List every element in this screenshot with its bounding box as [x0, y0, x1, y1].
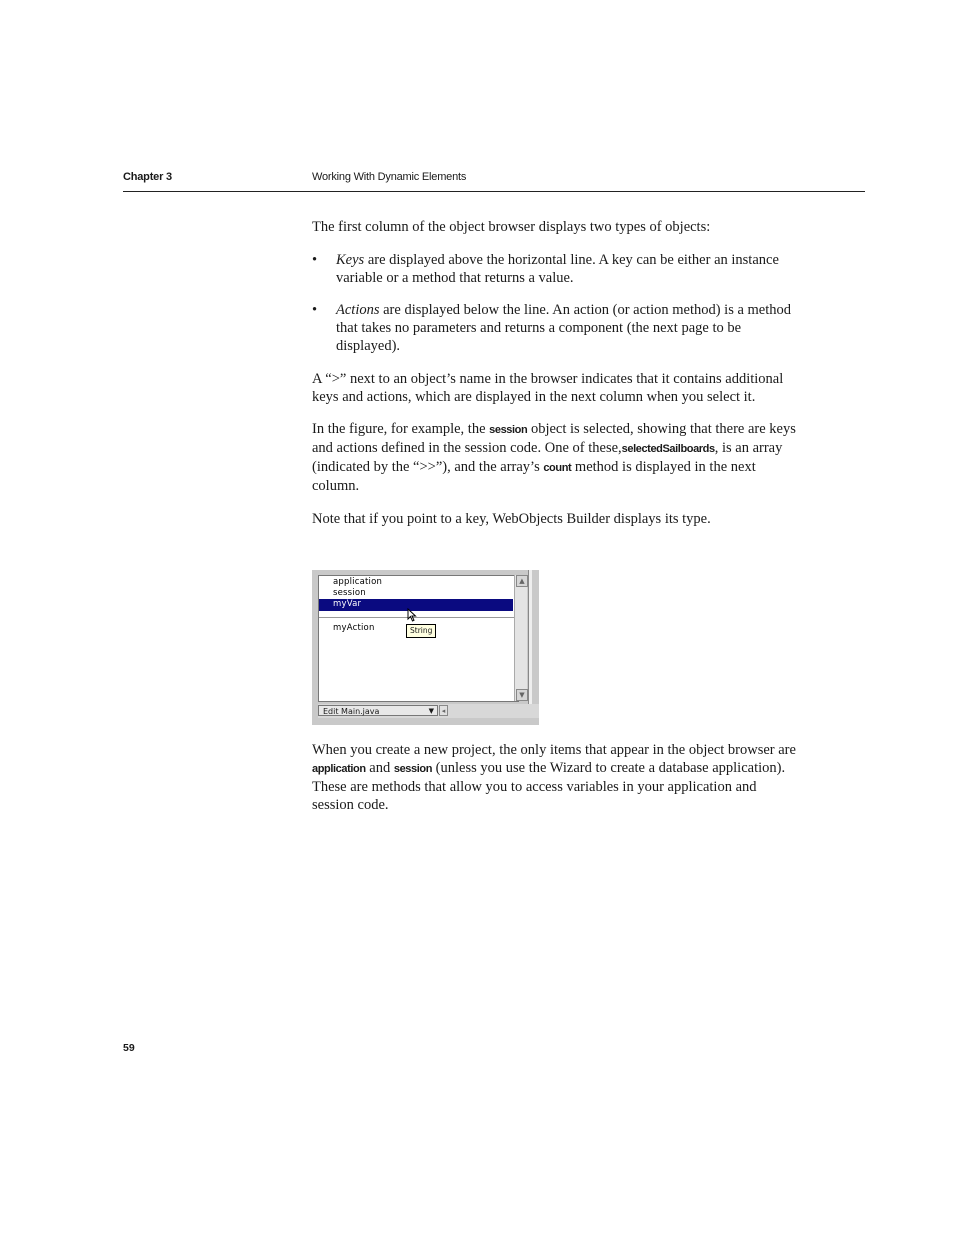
- type-tooltip: String: [406, 624, 436, 638]
- scroll-down-icon[interactable]: ▼: [516, 689, 528, 701]
- paragraph-next-column: A “>” next to an object’s name in the browser indicates that it contains additional keys and actions, which are displayed in the next column when you select it.: [312, 370, 784, 405]
- vertical-scrollbar[interactable]: [514, 575, 527, 701]
- main-content: [312, 218, 798, 542]
- object-types-list: [312, 251, 798, 356]
- text-fragment: method is displayed in the next column.: [312, 459, 756, 494]
- text-fragment: In the figure, for example, the: [312, 421, 490, 437]
- browser-action-label[interactable]: myAction: [333, 623, 375, 633]
- browser-item-application[interactable]: application: [333, 577, 383, 587]
- paragraph-key-type: Note that if you point to a key, WebObjects Builder displays its type.: [312, 510, 711, 527]
- page-number: 59: [123, 1042, 135, 1054]
- keys-description: are displayed above the horizontal line. A key can be either an instance variable or a method that returns a value.: [336, 251, 779, 286]
- scroll-left-icon[interactable]: ◂: [439, 705, 448, 716]
- code-count: count: [543, 462, 572, 474]
- text-fragment: and: [365, 760, 394, 776]
- keys-actions-divider: [319, 617, 519, 618]
- term-keys: Keys: [336, 251, 365, 268]
- column-divider: [528, 570, 532, 705]
- code-session: session: [489, 424, 528, 436]
- bullet-icon: •: [312, 302, 318, 318]
- browser-item-session[interactable]: session: [333, 588, 366, 598]
- scroll-up-icon[interactable]: ▲: [516, 575, 528, 587]
- chevron-down-icon: ▼: [428, 707, 434, 715]
- code-application: application: [312, 763, 366, 775]
- object-browser-figure: [312, 570, 539, 725]
- text-fragment: (unless you use the Wizard to create a database application). These are methods that allow you to access variables in your application and session code.: [312, 760, 786, 813]
- text-fragment: , is an array (indicated by the “>>”), and the array’s: [312, 440, 783, 475]
- paragraph-new-project: [312, 741, 798, 814]
- chapter-label: Chapter 3: [123, 171, 172, 183]
- chapter-title: Working With Dynamic Elements: [312, 171, 467, 183]
- page-header: [123, 171, 865, 192]
- code-session: session: [393, 763, 433, 775]
- bullet-icon: •: [312, 251, 318, 268]
- list-item-keys: [312, 251, 798, 287]
- paragraph-intro: The first column of the object browser displays two types of objects:: [312, 219, 711, 235]
- term-actions: Actions: [336, 302, 380, 318]
- browser-bottom-bar: [318, 704, 539, 718]
- mouse-pointer-icon: [407, 608, 417, 622]
- edit-file-dropdown[interactable]: [318, 705, 438, 716]
- text-fragment: When you create a new project, the only items that appear in the object browser are: [312, 742, 796, 758]
- closing-content: [312, 741, 798, 829]
- browser-item-myvar[interactable]: myVar: [333, 599, 362, 609]
- actions-description: are displayed below the line. An action (or action method) is a method that takes no parameters and returns a component (the next page to be displayed).: [336, 302, 792, 354]
- text-fragment: object is selected, showing that there are keys and actions defined in the session code. One of these,: [312, 421, 796, 456]
- paragraph-figure-example: [312, 420, 798, 495]
- code-selected-sailboards: selectedSailboards: [621, 443, 715, 455]
- object-browser-column: [318, 575, 519, 702]
- list-item-actions: [312, 301, 798, 355]
- dropdown-value: Edit Main.java: [323, 707, 380, 716]
